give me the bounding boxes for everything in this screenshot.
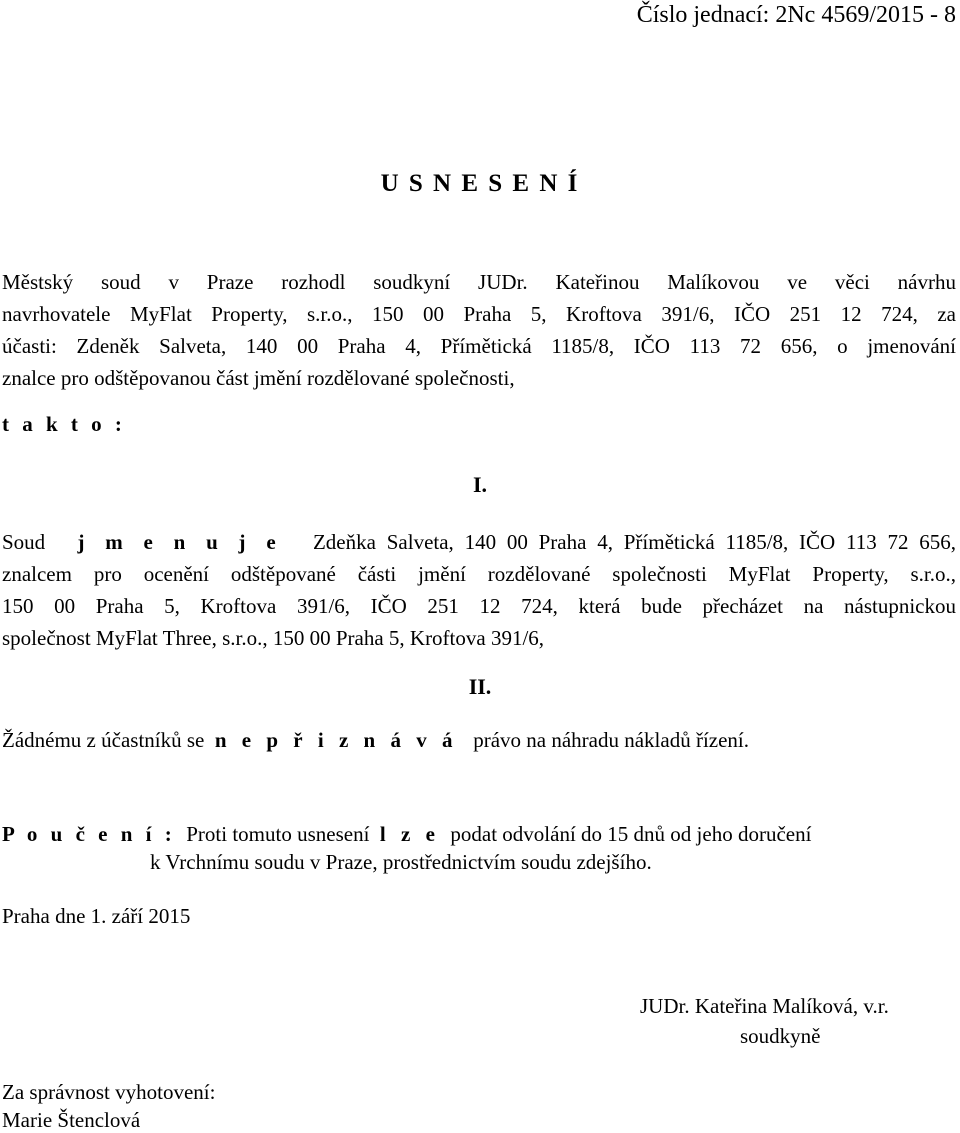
section-1-number: I. bbox=[472, 472, 488, 497]
instruction-text-after: podat odvolání do 15 dnů od jeho doručení bbox=[450, 822, 812, 846]
section-1-line: 150 00 Praha 5, Kroftova 391/6, IČO 251 12 724, která bude přecházet na nástupnickou bbox=[2, 594, 956, 618]
takto-label: t a k t o : bbox=[2, 412, 126, 436]
section-2-paragraph bbox=[2, 728, 749, 753]
section-1-line1-rest: Zdeňka Salveta, 140 00 Praha 4, Přímětická 1185/8, IČO 113 72 656, bbox=[312, 530, 957, 554]
intro-line: účasti: Zdeněk Salveta, 140 00 Praha 4, Přímětická 1185/8, IČO 113 72 656, o jmenování bbox=[2, 334, 956, 358]
section-2-suffix: právo na náhradu nákladů řízení. bbox=[473, 728, 750, 752]
intro-paragraph bbox=[2, 266, 956, 394]
instruction-label: P o u č e n í : bbox=[2, 822, 176, 846]
section-1-prefix: Soud bbox=[2, 530, 46, 554]
signature-role: soudkyně bbox=[740, 1024, 821, 1048]
document-title: U S N E S E N Í bbox=[380, 170, 580, 197]
intro-line: navrhovatele MyFlat Property, s.r.o., 150 00 Praha 5, Kroftova 391/6, IČO 251 12 724, za bbox=[2, 302, 956, 326]
copy-certification-label: Za správnost vyhotovení: bbox=[2, 1080, 216, 1104]
instruction-line-2: k Vrchnímu soudu v Praze, prostřednictvím soudu zdejšího. bbox=[150, 850, 652, 874]
instruction-line-1 bbox=[2, 818, 811, 850]
intro-line: Městský soud v Praze rozhodl soudkyní JUDr. Kateřinou Malíkovou ve věci návrhu bbox=[2, 270, 956, 294]
section-2-prefix: Žádnému z účastníků se bbox=[2, 728, 205, 752]
instruction-emphasis: l z e bbox=[379, 822, 440, 846]
section-2-number: II. bbox=[468, 674, 492, 699]
section-1-line: společnost MyFlat Three, s.r.o., 150 00 Praha 5, Kroftova 391/6, bbox=[2, 626, 545, 650]
intro-line: znalce pro odštěpovanou část jmění rozdělované společnosti, bbox=[2, 366, 515, 390]
section-1-verb: j m e n u j e bbox=[77, 530, 281, 554]
instruction-text-before: Proti tomuto usnesení bbox=[186, 822, 370, 846]
section-1-line bbox=[2, 526, 956, 558]
section-1-line: znalcem pro ocenění odštěpované části jmění rozdělované společnosti MyFlat Property, s.r.o., bbox=[2, 562, 956, 586]
signature-name: JUDr. Kateřina Malíková, v.r. bbox=[640, 994, 889, 1018]
section-1-paragraph bbox=[2, 526, 956, 654]
document-date: Praha dne 1. září 2015 bbox=[2, 904, 191, 928]
section-2-verb: n e p ř i z n á v á bbox=[214, 728, 458, 752]
case-number: Číslo jednací: 2Nc 4569/2015 - 8 bbox=[636, 2, 956, 28]
copy-certification-name: Marie Štenclová bbox=[2, 1108, 141, 1132]
